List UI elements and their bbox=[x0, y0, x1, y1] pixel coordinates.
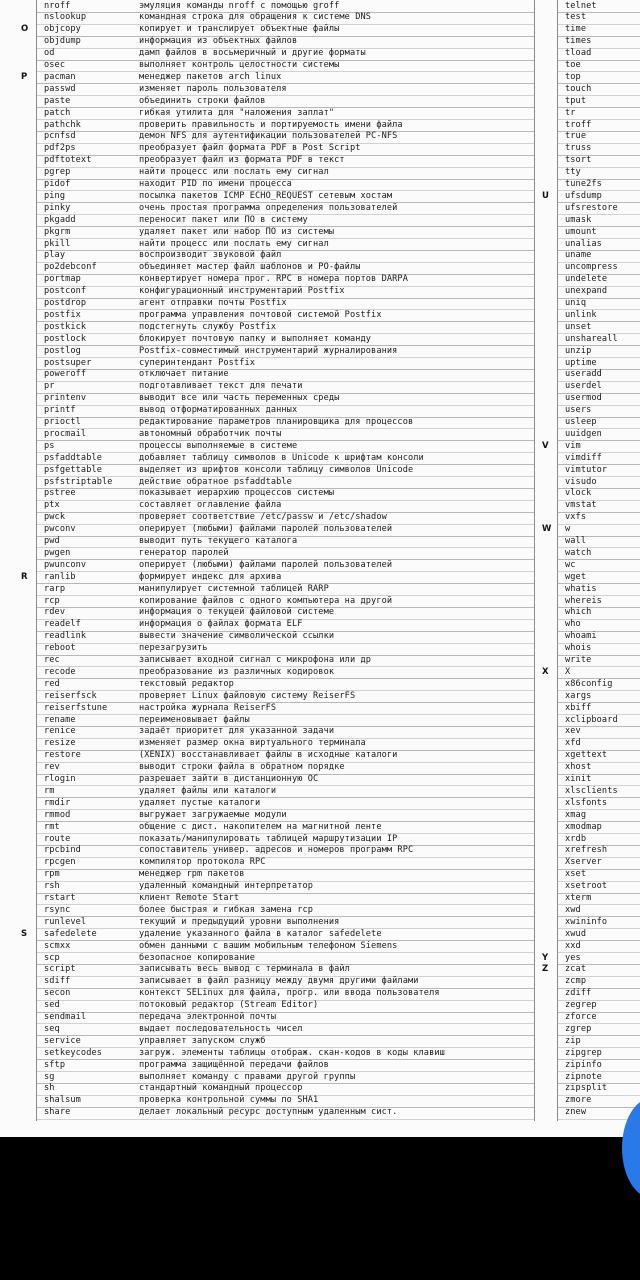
command-name: w bbox=[565, 524, 571, 535]
command-name: pidof bbox=[44, 179, 71, 189]
command-description: загруж. элементы таблицы отображ. скан-кодов в коды клавиш bbox=[139, 1047, 445, 1058]
command-description: составляет оглавление файла bbox=[139, 500, 282, 511]
command-name: rename bbox=[44, 714, 76, 725]
command-name: safedelete bbox=[44, 928, 97, 939]
command-name: pwunconv bbox=[44, 559, 87, 570]
command-description: блокирует почтовую папку и выполняет команду bbox=[139, 333, 372, 344]
command-description: эмуляция команды nroff с помощью groff bbox=[139, 0, 340, 11]
command-description: потоковый редактор (Stream Editor) bbox=[139, 1000, 319, 1011]
command-name: unshareall bbox=[565, 333, 618, 344]
command-name: pdftotext bbox=[44, 155, 92, 166]
command-name: renice bbox=[44, 726, 76, 737]
command-name: visudo bbox=[565, 476, 597, 487]
command-description: удаляет файлы или каталоги bbox=[139, 785, 277, 796]
command-name: xsetroot bbox=[565, 881, 608, 892]
command-description: оперирует (любыми) файлами паролей пользователей bbox=[139, 524, 393, 535]
command-name: psfstriptable bbox=[44, 476, 113, 487]
command-description: подстегнуть службу Postfix bbox=[139, 321, 277, 332]
command-description: выдает последовательность чисел bbox=[139, 1023, 303, 1034]
command-description: проверка контрольной суммы по SHA1 bbox=[139, 1095, 319, 1106]
command-description: копирование файлов с одного компьютера на другой bbox=[139, 595, 393, 606]
command-name: reiserfsck bbox=[44, 690, 97, 701]
command-description: изменяет размер окна виртуального терминала bbox=[139, 738, 366, 749]
section-letter: Z bbox=[542, 964, 549, 975]
command-description: показать/манипулировать таблицей маршрутизации IP bbox=[139, 833, 398, 844]
command-name: nroff bbox=[44, 0, 71, 11]
command-name: tune2fs bbox=[565, 179, 602, 189]
command-description: демон NFS для аутентификации пользователей PC-NFS bbox=[139, 131, 398, 142]
command-name: script bbox=[44, 964, 76, 975]
command-description: компилятор протокола RPC bbox=[139, 857, 266, 868]
section-letter: S bbox=[21, 928, 28, 939]
command-description: проверить правильность и портируемость имени файла bbox=[139, 119, 403, 130]
command-description: преобразует файл из формата PDF в текст bbox=[139, 155, 345, 166]
command-name: rsh bbox=[44, 881, 60, 892]
command-name: vimdiff bbox=[565, 452, 602, 463]
command-name: troff bbox=[565, 119, 592, 130]
command-name: truss bbox=[565, 143, 592, 154]
command-name: zipsplit bbox=[565, 1083, 608, 1094]
command-description: передача электронной почты bbox=[139, 1012, 277, 1022]
command-description: действие обратное psfaddtable bbox=[139, 476, 292, 487]
command-description: записывать весь вывод с терминала в файл bbox=[139, 964, 350, 975]
command-description: очень простая программа определения пользователей bbox=[139, 202, 398, 213]
command-name: postlock bbox=[44, 333, 87, 344]
command-description: выводит все или часть переменных среды bbox=[139, 393, 340, 404]
command-name: time bbox=[565, 24, 587, 35]
section-letter: Y bbox=[542, 952, 549, 963]
left-row-rule bbox=[36, 714, 534, 715]
command-description: воспроизводит звуковой файл bbox=[139, 250, 282, 261]
command-name: umask bbox=[565, 214, 592, 225]
command-name: rev bbox=[44, 762, 60, 773]
command-name: patch bbox=[44, 107, 71, 118]
command-description: дамп файлов в восьмеричный и другие форматы bbox=[139, 48, 366, 59]
section-letter: R bbox=[21, 571, 28, 582]
command-name: postsuper bbox=[44, 357, 92, 368]
command-name: usermod bbox=[565, 393, 602, 404]
command-name: rm bbox=[44, 785, 55, 796]
command-name: xfd bbox=[565, 738, 581, 749]
command-name: rsync bbox=[44, 904, 71, 915]
command-description: общение с дист. накопителем на магнитной ленте bbox=[139, 821, 382, 832]
command-description: текстовый редактор bbox=[139, 678, 234, 689]
left-table-border bbox=[534, 0, 535, 1121]
command-name: xmag bbox=[565, 809, 587, 820]
command-description: стандартный командный процессор bbox=[139, 1083, 303, 1094]
command-name: zforce bbox=[565, 1012, 597, 1022]
command-name: rcp bbox=[44, 595, 60, 606]
command-name: printf bbox=[44, 405, 76, 416]
command-description: объединить строки файлов bbox=[139, 95, 266, 106]
command-name: xwd bbox=[565, 904, 581, 915]
command-description: программа защищённой передачи файлов bbox=[139, 1059, 329, 1070]
command-description: текущий и предыдущий уровни выполнения bbox=[139, 916, 340, 927]
command-name: readlink bbox=[44, 631, 87, 642]
command-description: суперинтендант Postfix bbox=[139, 357, 256, 368]
command-name: recode bbox=[44, 666, 76, 677]
command-name: vxfs bbox=[565, 512, 587, 523]
command-name: watch bbox=[565, 547, 592, 558]
command-name: uptime bbox=[565, 357, 597, 368]
command-name: pacman bbox=[44, 71, 76, 82]
command-description: процессы выполняемые в системе bbox=[139, 440, 298, 451]
command-name: yes bbox=[565, 952, 581, 963]
command-name: zcat bbox=[565, 964, 587, 975]
command-description: вывод отформатированных данных bbox=[139, 405, 298, 416]
command-description: объединяет мастер файл шаблонов и PO-файлы bbox=[139, 262, 361, 273]
command-name: sed bbox=[44, 1000, 60, 1011]
command-description: записывает в файл разницу между двумя другими файлами bbox=[139, 976, 419, 987]
command-name: ping bbox=[44, 190, 66, 201]
command-name: postfix bbox=[44, 309, 81, 320]
command-description: выделяет из шрифтов консоли таблицу символов Unicode bbox=[139, 464, 414, 475]
command-description: преобразование из различных кодировок bbox=[139, 666, 335, 677]
command-description: менеджер пакетов arch linux bbox=[139, 71, 282, 82]
command-name: rstart bbox=[44, 893, 76, 903]
command-description: записывает входной сигнал с микрофона или др bbox=[139, 655, 372, 665]
command-description: командная строка для обращения к системе DNS bbox=[139, 12, 372, 23]
command-name: uname bbox=[565, 250, 592, 261]
command-name: paste bbox=[44, 95, 71, 106]
command-name: rdev bbox=[44, 607, 66, 618]
command-name: ufsdump bbox=[565, 190, 602, 201]
command-name: pkill bbox=[44, 238, 71, 249]
section-letter: V bbox=[542, 440, 549, 451]
command-description: перезагрузить bbox=[139, 643, 208, 654]
command-name: wall bbox=[565, 536, 587, 546]
command-description: найти процесс или послать ему сигнал bbox=[139, 167, 329, 178]
command-description: разрешает зайти в дистанционную ОС bbox=[139, 774, 319, 784]
command-name: prioctl bbox=[44, 417, 81, 427]
command-name: Xserver bbox=[565, 857, 602, 868]
command-description: формирует индекс для архива bbox=[139, 571, 282, 582]
command-description: выводит путь текущего каталога bbox=[139, 536, 298, 546]
command-name: xxd bbox=[565, 940, 581, 951]
command-name: psfgettable bbox=[44, 464, 103, 475]
command-name: tsort bbox=[565, 155, 592, 166]
command-name: rlogin bbox=[44, 774, 76, 784]
command-description: более быстрая и гибкая замена rcp bbox=[139, 904, 314, 915]
command-name: red bbox=[44, 678, 60, 689]
command-description: управляет запуском служб bbox=[139, 1035, 266, 1046]
command-name: whatis bbox=[565, 583, 597, 594]
command-description: отключает питание bbox=[139, 369, 229, 380]
left-row-rule bbox=[36, 369, 534, 370]
section-letter: W bbox=[542, 524, 552, 535]
command-name: setkeycodes bbox=[44, 1047, 103, 1058]
command-name: tload bbox=[565, 48, 592, 59]
command-name: procmail bbox=[44, 428, 87, 439]
command-description: обмен данными с вашим мобильным телефоном Siemens bbox=[139, 940, 398, 951]
command-description: удаленный командный интерпретатор bbox=[139, 881, 314, 892]
command-description: программа управления почтовой системой Postfix bbox=[139, 309, 382, 320]
left-row-rule bbox=[36, 869, 534, 870]
command-name: osec bbox=[44, 60, 66, 70]
command-description: сопоставитель универ. адресов и номеров программ RPC bbox=[139, 845, 414, 856]
command-name: whoami bbox=[565, 631, 597, 642]
command-name: xclipboard bbox=[565, 714, 618, 725]
command-name: zcmp bbox=[565, 976, 587, 987]
command-name: vlock bbox=[565, 488, 592, 499]
command-description: делает локальный ресурс доступным удаленным сист. bbox=[139, 1107, 398, 1118]
command-name: unlink bbox=[565, 309, 597, 320]
command-name: rec bbox=[44, 655, 60, 665]
command-name: objcopy bbox=[44, 24, 81, 35]
command-name: tput bbox=[565, 95, 587, 106]
command-name: wc bbox=[565, 559, 576, 570]
command-name: zip bbox=[565, 1035, 581, 1046]
command-name: touch bbox=[565, 83, 592, 94]
command-name: pgrep bbox=[44, 167, 71, 178]
command-name: wget bbox=[565, 571, 587, 582]
command-description: добавляет таблицу символов в Unicode к шрифтам консоли bbox=[139, 452, 424, 463]
command-name: postlog bbox=[44, 345, 81, 356]
command-name: uniq bbox=[565, 298, 587, 308]
command-name: pstree bbox=[44, 488, 76, 499]
command-description: клиент Remote Start bbox=[139, 893, 240, 903]
command-name: which bbox=[565, 607, 592, 618]
command-name: pr bbox=[44, 381, 55, 392]
command-name: sftp bbox=[44, 1059, 66, 1070]
command-name: ps bbox=[44, 440, 55, 451]
command-description: находит PID по имени процесса bbox=[139, 179, 292, 189]
command-name: write bbox=[565, 655, 592, 665]
command-name: reiserfstune bbox=[44, 702, 108, 713]
command-description: задаёт приоритет для указанной задачи bbox=[139, 726, 335, 737]
command-name: xlsclients bbox=[565, 785, 618, 796]
command-name: resize bbox=[44, 738, 76, 749]
command-description: удаляет пустые каталоги bbox=[139, 797, 261, 808]
command-name: zdiff bbox=[565, 988, 592, 999]
command-description: информация о текущей файловой системе bbox=[139, 607, 335, 618]
command-description: конфигурационный инструментарий Postfix bbox=[139, 286, 345, 297]
command-description: конвертирует номера прог. RPC в номера портов DARPA bbox=[139, 274, 408, 285]
command-name: uncompress bbox=[565, 262, 618, 273]
command-description: подготавливает текст для печати bbox=[139, 381, 303, 392]
command-description: переименовывает файлы bbox=[139, 714, 250, 725]
command-name: printenv bbox=[44, 393, 87, 404]
command-description: изменяет пароль пользователя bbox=[139, 83, 287, 94]
command-name: rmmod bbox=[44, 809, 71, 820]
command-description: переносит пакет или ПО в систему bbox=[139, 214, 308, 225]
command-description: менеджер rpm пакетов bbox=[139, 869, 245, 880]
command-name: pkgrm bbox=[44, 226, 71, 237]
command-name: service bbox=[44, 1035, 81, 1046]
command-name: play bbox=[44, 250, 66, 261]
command-name: X bbox=[565, 666, 571, 677]
command-name: portmap bbox=[44, 274, 81, 285]
command-name: x86config bbox=[565, 678, 613, 689]
command-description: генератор паролей bbox=[139, 547, 229, 558]
command-description: редактирование параметров планировщика для процессов bbox=[139, 417, 414, 427]
command-name: who bbox=[565, 619, 581, 630]
command-name: pkgadd bbox=[44, 214, 76, 225]
command-name: xrefresh bbox=[565, 845, 608, 856]
command-name: sendmail bbox=[44, 1012, 87, 1022]
command-name: passwd bbox=[44, 83, 76, 94]
command-name: pinky bbox=[44, 202, 71, 213]
command-name: toe bbox=[565, 60, 581, 70]
command-name: ptx bbox=[44, 500, 60, 511]
command-description: информация о файлах формата ELF bbox=[139, 619, 303, 630]
command-name: xmodmap bbox=[565, 821, 602, 832]
command-name: telnet bbox=[565, 0, 597, 11]
command-description: удаляет пакет или набор ПО из системы bbox=[139, 226, 335, 237]
command-name: vim bbox=[565, 440, 581, 451]
command-name: restore bbox=[44, 750, 81, 761]
command-description: выгружает загружаемые модули bbox=[139, 809, 287, 820]
left-table-border bbox=[36, 0, 37, 1121]
command-name: reboot bbox=[44, 643, 76, 654]
command-name: scp bbox=[44, 952, 60, 963]
command-name: xset bbox=[565, 869, 587, 880]
command-description: выполняет команду с правами другой группы bbox=[139, 1071, 356, 1082]
command-name: sg bbox=[44, 1071, 55, 1082]
command-name: zipgrep bbox=[565, 1047, 602, 1058]
command-name: pwconv bbox=[44, 524, 76, 535]
command-name: znew bbox=[565, 1107, 587, 1118]
command-name: whois bbox=[565, 643, 592, 654]
command-name: psfaddtable bbox=[44, 452, 103, 463]
command-name: seq bbox=[44, 1023, 60, 1034]
command-name: zmore bbox=[565, 1095, 592, 1106]
command-name: undelete bbox=[565, 274, 608, 285]
command-name: xhost bbox=[565, 762, 592, 773]
command-description: информация из объектных файлов bbox=[139, 36, 298, 47]
command-name: xwud bbox=[565, 928, 587, 939]
command-description: оперирует (любыми) файлами паролей пользователей bbox=[139, 559, 393, 570]
command-name: ranlib bbox=[44, 571, 76, 582]
command-name: postdrop bbox=[44, 298, 87, 308]
command-name: unzip bbox=[565, 345, 592, 356]
command-name: postconf bbox=[44, 286, 87, 297]
section-letter: P bbox=[21, 71, 28, 82]
command-name: rmt bbox=[44, 821, 60, 832]
section-letter: O bbox=[21, 24, 29, 35]
command-name: unalias bbox=[565, 238, 602, 249]
command-name: users bbox=[565, 405, 592, 416]
command-name: route bbox=[44, 833, 71, 844]
command-name: xwininfo bbox=[565, 916, 608, 927]
command-name: tr bbox=[565, 107, 576, 118]
command-description: показывает иерархию процессов системы bbox=[139, 488, 335, 499]
command-name: xargs bbox=[565, 690, 592, 701]
command-name: xinit bbox=[565, 774, 592, 784]
command-name: umount bbox=[565, 226, 597, 237]
command-name: pdf2ps bbox=[44, 143, 76, 154]
command-name: rpm bbox=[44, 869, 60, 880]
command-description: Postfix-совместимый инструментарий журналирования bbox=[139, 345, 398, 356]
command-description: агент отправки почты Postfix bbox=[139, 298, 287, 308]
command-name: pcnfsd bbox=[44, 131, 76, 142]
command-name: xev bbox=[565, 726, 581, 737]
command-name: zipnote bbox=[565, 1071, 602, 1082]
command-name: pwd bbox=[44, 536, 60, 546]
command-name: xterm bbox=[565, 893, 592, 903]
command-name: vimtutor bbox=[565, 464, 608, 475]
command-name: runlevel bbox=[44, 916, 87, 927]
command-name: rmdir bbox=[44, 797, 71, 808]
command-name: zgrep bbox=[565, 1023, 592, 1034]
command-name: xrdb bbox=[565, 833, 587, 844]
command-name: xgettext bbox=[565, 750, 608, 761]
command-name: readelf bbox=[44, 619, 81, 630]
command-name: uuidgen bbox=[565, 428, 602, 439]
command-name: pwck bbox=[44, 512, 66, 523]
command-name: secon bbox=[44, 988, 71, 999]
command-description: автономный обработчик почты bbox=[139, 428, 282, 439]
command-name: rpcbind bbox=[44, 845, 81, 856]
section-letter: U bbox=[542, 190, 549, 201]
command-name: zipinfo bbox=[565, 1059, 602, 1070]
command-description: манипулирует системной таблицей RARP bbox=[139, 583, 329, 594]
command-name: vmstat bbox=[565, 500, 597, 511]
command-description: удаление указанного файла в каталог safedelete bbox=[139, 928, 382, 939]
command-name: tty bbox=[565, 167, 581, 178]
command-name: userdel bbox=[565, 381, 602, 392]
command-name: poweroff bbox=[44, 369, 87, 380]
command-name: true bbox=[565, 131, 587, 142]
command-name: times bbox=[565, 36, 592, 47]
command-description: безопасное копирование bbox=[139, 952, 256, 963]
command-description: выполняет контроль целостности системы bbox=[139, 60, 340, 70]
command-description: преобразует файл формата PDF в Post Script bbox=[139, 143, 361, 154]
command-description: найти процесс или послать ему сигнал bbox=[139, 238, 329, 249]
command-name: useradd bbox=[565, 369, 602, 380]
command-description: гибкая утилита для "наложения заплат" bbox=[139, 107, 335, 118]
command-description: проверяет соответствие /etc/passw и /etc/shadow bbox=[139, 512, 387, 523]
command-description: настройка журнала ReiserFS bbox=[139, 702, 277, 713]
command-name: unset bbox=[565, 321, 592, 332]
command-name: rpcgen bbox=[44, 857, 76, 868]
command-description: проверяет Linux файловую систему ReiserFS bbox=[139, 690, 356, 701]
command-name: objdump bbox=[44, 36, 81, 47]
command-name: test bbox=[565, 12, 587, 23]
command-description: контекст SELinux для файла, прогр. или ввода пользователя bbox=[139, 988, 440, 999]
command-name: whereis bbox=[565, 595, 602, 606]
right-table-border bbox=[557, 0, 558, 1121]
command-name: top bbox=[565, 71, 581, 82]
command-name: shalsum bbox=[44, 1095, 81, 1106]
command-name: sh bbox=[44, 1083, 55, 1094]
command-description: выводит строки файла в обратном порядке bbox=[139, 762, 345, 773]
command-description: посылка пакетов ICMP ECHO_REQUEST сетевым хостам bbox=[139, 190, 393, 201]
command-name: xbiff bbox=[565, 702, 592, 713]
section-letter: X bbox=[542, 666, 549, 677]
command-name: od bbox=[44, 48, 55, 59]
command-name: zegrep bbox=[565, 1000, 597, 1011]
command-name: usleep bbox=[565, 417, 597, 427]
command-name: pwgen bbox=[44, 547, 71, 558]
command-name: pathchk bbox=[44, 119, 81, 130]
command-name: scmxx bbox=[44, 940, 71, 951]
command-name: ufsrestore bbox=[565, 202, 618, 213]
command-description: (XENIX) восстанавливает файлы в исходные каталоги bbox=[139, 750, 398, 761]
command-description: вывести значение символической ссылки bbox=[139, 631, 335, 642]
command-name: rarp bbox=[44, 583, 66, 594]
command-name: nslookup bbox=[44, 12, 87, 23]
command-name: postkick bbox=[44, 321, 87, 332]
command-name: po2debconf bbox=[44, 262, 97, 273]
left-row-rule bbox=[36, 797, 534, 798]
command-name: share bbox=[44, 1107, 71, 1118]
command-name: sdiff bbox=[44, 976, 71, 987]
command-name: unexpand bbox=[565, 286, 608, 297]
command-description: копирует и транслирует объектные файлы bbox=[139, 24, 340, 35]
command-name: xlsfonts bbox=[565, 797, 608, 808]
